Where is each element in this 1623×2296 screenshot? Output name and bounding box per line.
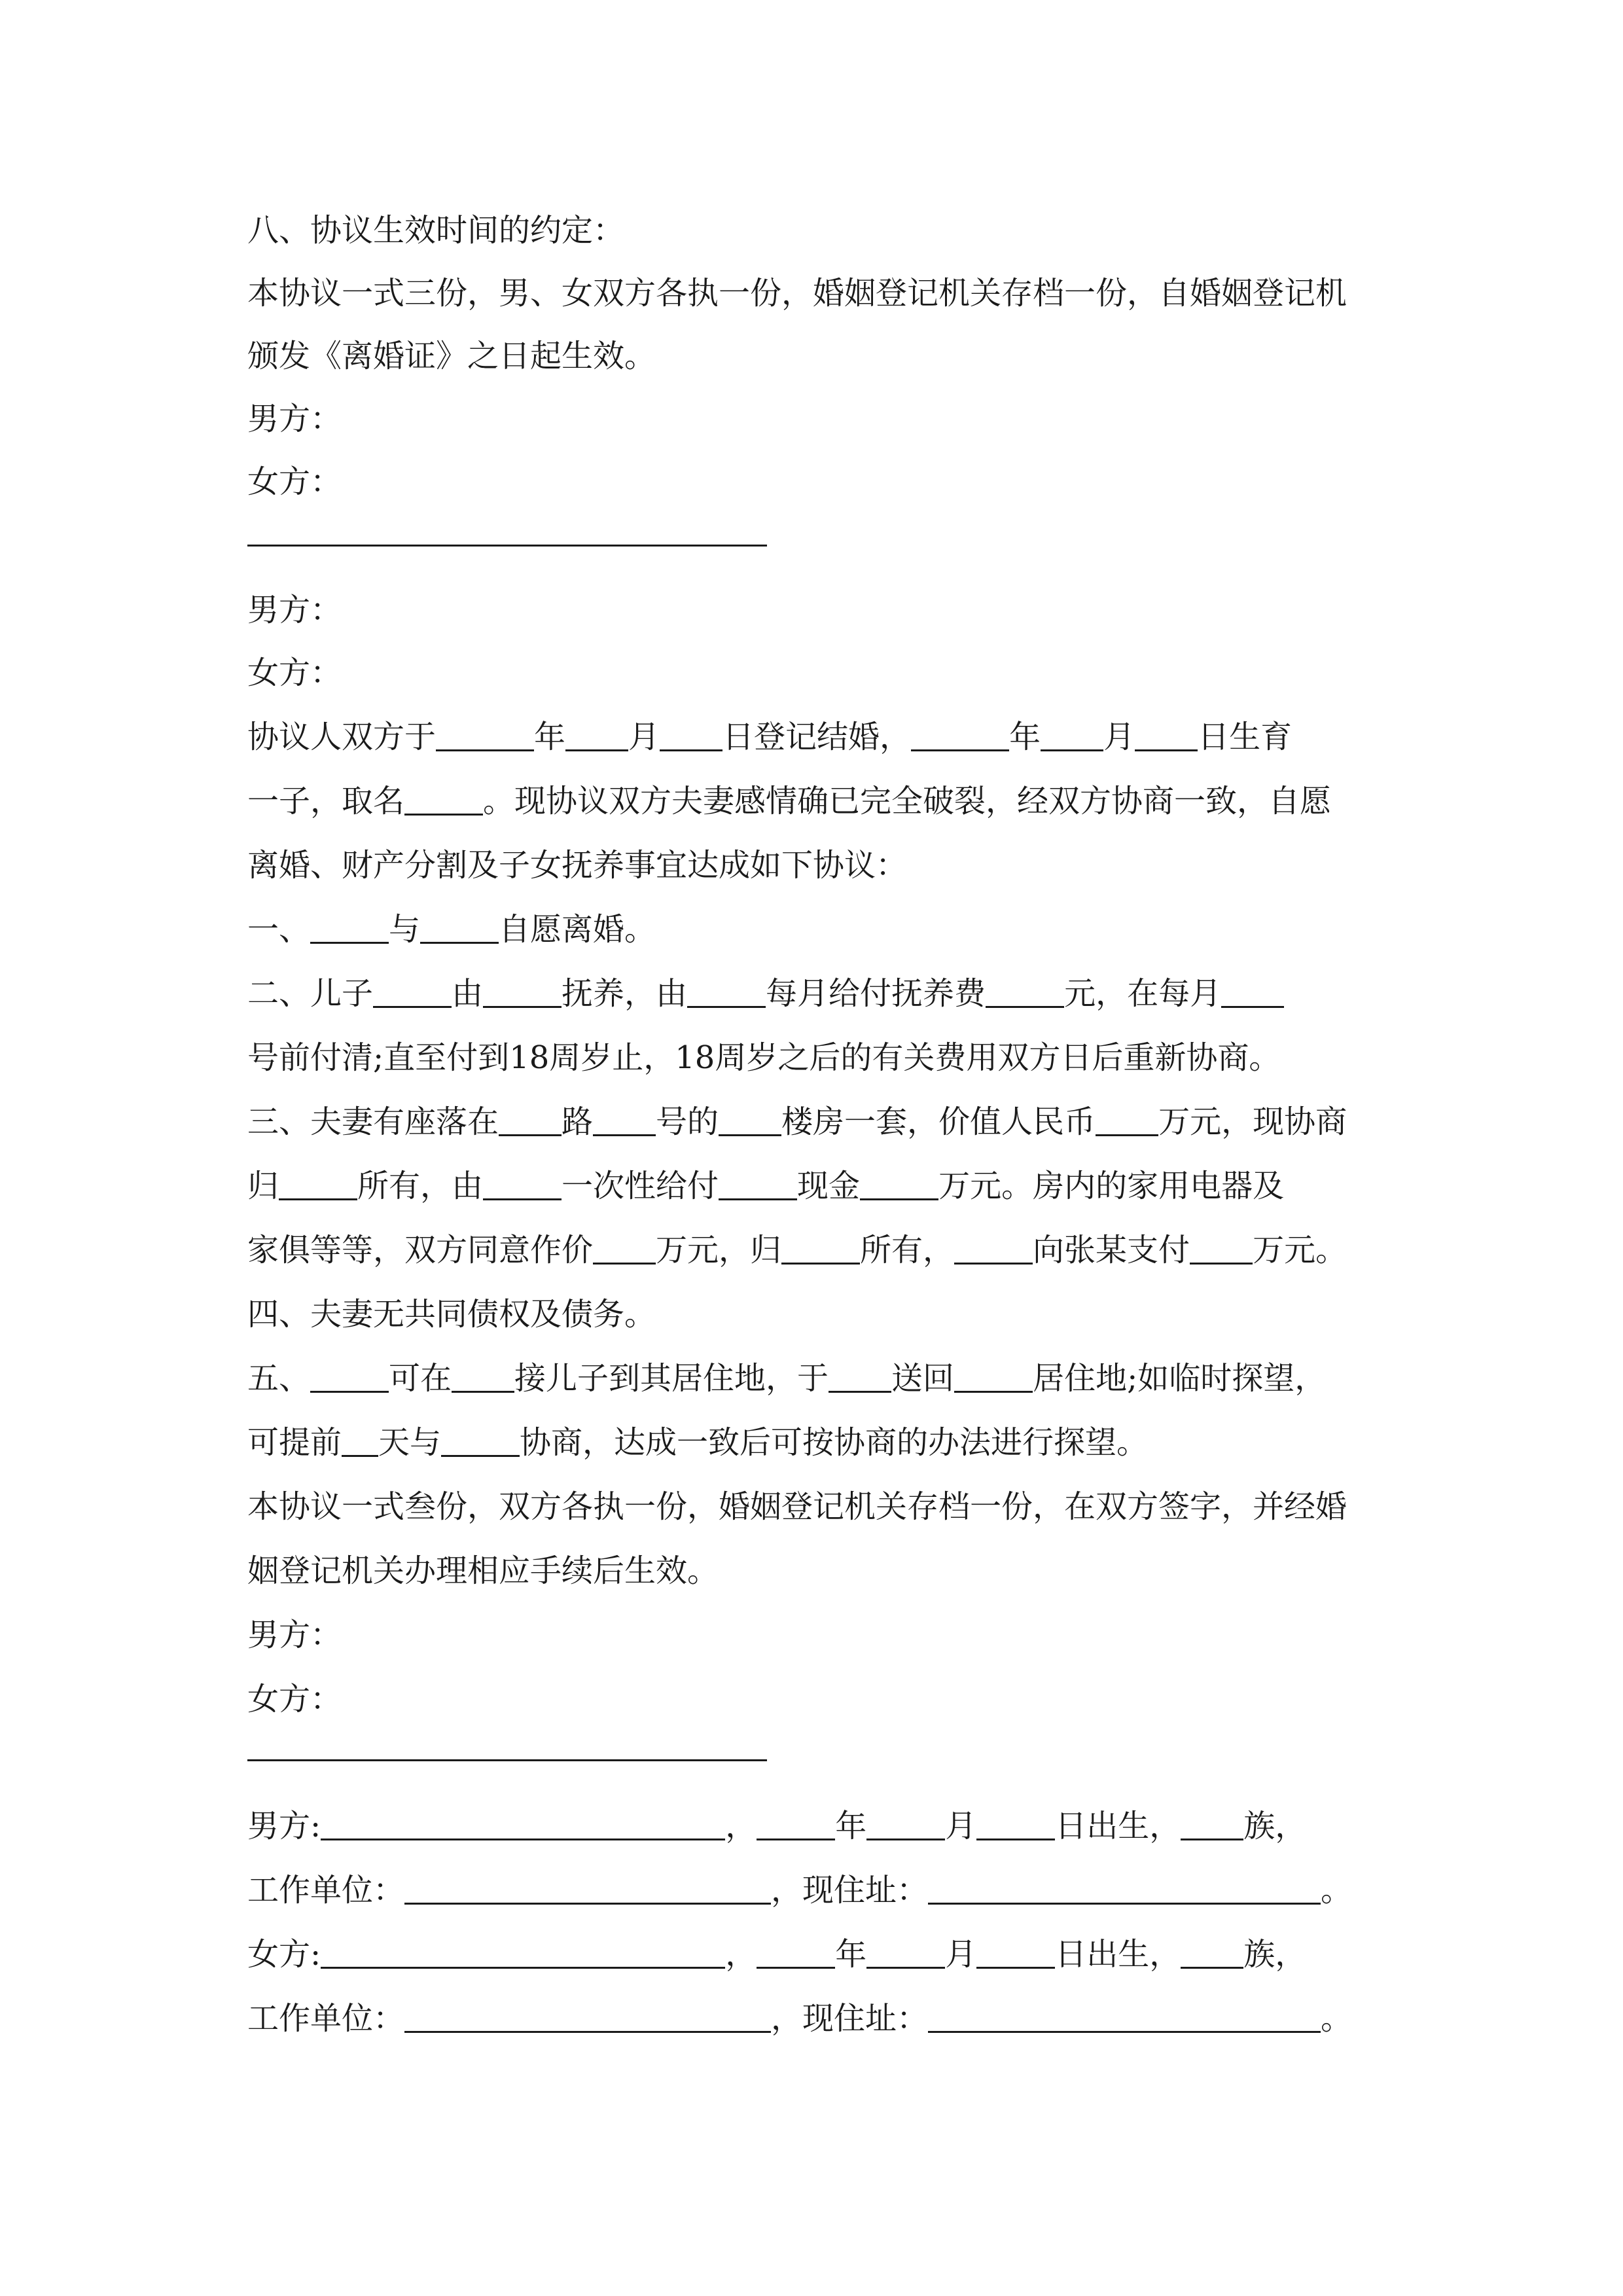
male-party-birth-line: 男方: ， 年 月 日出生， 族， [247,1808,1307,1844]
male-party-work-line: 工作单位： ，现住址： 。 [247,1872,1353,1909]
separator-line-2 [247,1759,767,1761]
female-party-work-line: 工作单位： ，现住址： 。 [247,2000,1353,2037]
intro-male-label: 男方： [247,592,342,628]
intro-paragraph-line3: 离婚、财产分割及子女抚养事宜达成如下协议： [247,847,908,884]
clause-4: 四、夫妻无共同债权及债务。 [247,1296,656,1333]
closing-line2: 姻登记机关办理相应手续后生效。 [247,1552,719,1589]
clause-5-line1: 五、 可在 接儿子到其居住地，于 送回 居住地;如临时探望， [247,1360,1327,1397]
intro-paragraph-line2: 一子，取名 。现协议双方夫妻感情确已完全破裂，经双方协商一致，自愿 [247,783,1332,819]
section8-line2: 颁发《离婚证》之日起生效。 [247,338,656,374]
clause-3-line3: 家俱等等，双方同意作价 万元，归 所有， 向张某支付 万元。 [247,1232,1347,1268]
closing-line1: 本协议一式叁份，双方各执一份，婚姻登记机关存档一份，在双方签字，并经婚 [247,1488,1347,1525]
section8-heading: 八、协议生效时间的约定： [247,212,625,249]
clause-3-line1: 三、夫妻有座落在 路 号的 楼房一套，价值人民币 万元，现协商 [247,1103,1347,1140]
closing-male-label: 男方： [247,1617,342,1653]
clause-5-line2: 可提前 天与 协商，达成一致后可按协商的办法进行探望。 [247,1424,1149,1461]
intro-paragraph-line1: 协议人双方于 年 月 日登记结婚， 年 月 日生育 [247,719,1293,755]
intro-female-label: 女方： [247,655,342,691]
female-party-birth-line: 女方: ， 年 月 日出生， 族， [247,1936,1307,1973]
closing-female-label: 女方： [247,1681,342,1717]
separator-line [247,545,767,547]
clause-2-line1: 二、儿子 由 抚养，由 每月给付抚养费 元，在每月 [247,974,1284,1013]
clause-1: 一、 与 自愿离婚。 [247,911,656,948]
section8-female-label: 女方： [247,463,342,500]
clause-3-line2: 归 所有，由 一次性给付 现金 万元。房内的家用电器及 [247,1168,1285,1204]
section8-line1: 本协议一式三份，男、女双方各执一份，婚姻登记机关存档一份，自婚姻登记机 [247,275,1347,312]
section8-male-label: 男方： [247,401,342,437]
clause-2-line2: 号前付清;直至付到18周岁止，18周岁之后的有关费用双方日后重新协商。 [247,1039,1281,1076]
